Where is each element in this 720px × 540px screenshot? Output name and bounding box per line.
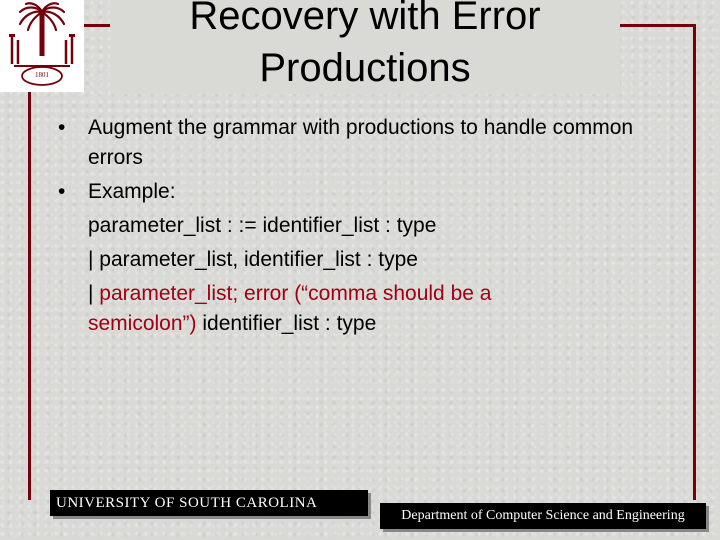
grammar-line: parameter_list : := identifier_list : type (88, 214, 437, 237)
slide-title (110, 0, 620, 94)
bullet-text: Augment the grammar with productions to handle common errors (88, 116, 634, 169)
grammar-line: | parameter_list, identifier_list : type (88, 248, 418, 271)
grammar-error-line (58, 279, 678, 309)
grammar-error-line (58, 309, 678, 339)
bullet-item (58, 177, 678, 207)
seal-year: 1801 (35, 71, 49, 79)
grammar-alt-bar: | (88, 282, 100, 305)
error-production-text: parameter_list; error (“comma should be a (99, 282, 492, 305)
bullet-icon: • (58, 116, 66, 139)
frame-left-border (28, 92, 31, 500)
bullet-text: Example: (88, 180, 176, 203)
department-footer: Department of Computer Science and Engineering (380, 503, 706, 529)
university-footer: UNIVERSITY OF SOUTH CAROLINA (50, 490, 368, 516)
error-production-text: semicolon”) (88, 312, 203, 335)
grammar-tail-text: identifier_list : type (202, 312, 377, 335)
slide-body (58, 113, 678, 339)
bullet-icon: • (58, 180, 66, 203)
slide-title-line1: Recovery with Error (189, 0, 541, 38)
slide-title-line2: Productions (259, 46, 471, 90)
bullet-item (58, 113, 678, 173)
frame-right-border (693, 24, 696, 500)
